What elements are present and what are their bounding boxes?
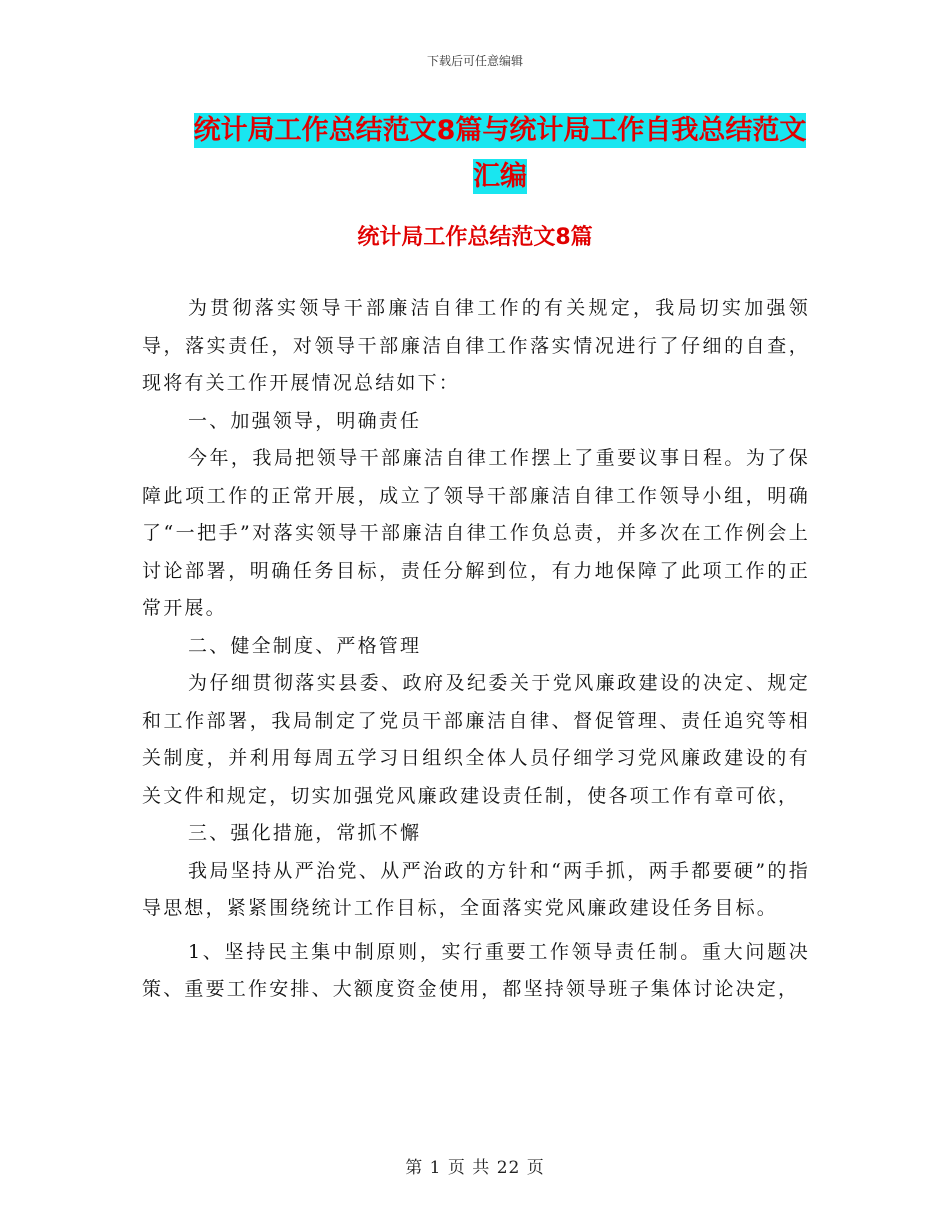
document-title-line2: 汇编: [473, 161, 527, 192]
paragraph-1: 今年，我局把领导干部廉洁自律工作摆上了重要议事日程。为了保障此项工作的正常开展，成立了领导干部廉洁自律工作领导小组，明确了“一把手”对落实领导干部廉洁自律工作负总责，并多次在工作例会上讨论部署，明确任务目标，责任分解到位，有力地保障了此项工作的正常开展。: [142, 447, 810, 619]
paragraph-4: 1、坚持民主集中制原则，实行重要工作领导责任制。重大问题决策、重要工作安排、大额度资金使用，都坚持领导班子集体讨论决定，: [142, 940, 810, 1000]
paragraph-2: 为仔细贯彻落实县委、政府及纪委关于党风廉政建设的决定、规定和工作部署，我局制定了党员干部廉洁自律、督促管理、责任追究等相关制度，并利用每周五学习日组织全体人员仔细学习党风廉政建设的有关文件和规定，切实加强党风廉政建设责任制，使各项工作有章可依，: [142, 672, 810, 807]
page-header-note: 下载后可任意编辑: [426, 54, 523, 68]
paragraph-3: 我局坚持从严治党、从严治政的方针和“两手抓，两手都要硬”的指导思想，紧紧围绕统计工作目标，全面落实党风廉政建设任务目标。: [142, 859, 810, 919]
heading-3: 三、强化措施，常抓不懈: [188, 822, 422, 844]
heading-1: 一、加强领导，明确责任: [188, 409, 422, 432]
page-footer: 第 1 页 共 22 页: [405, 1158, 545, 1178]
heading-2: 二、健全制度、严格管理: [188, 634, 422, 657]
document-title-line1: 统计局工作总结范文8篇与统计局工作自我总结范文: [193, 115, 807, 146]
paragraph-intro: 为贯彻落实领导干部廉洁自律工作的有关规定，我局切实加强领导，落实责任，对领导干部廉洁自律工作落实情况进行了仔细的自查，现将有关工作开展情况总结如下：: [142, 297, 810, 394]
document-title: [140, 108, 860, 200]
section-title: 统计局工作总结范文8篇: [357, 225, 593, 250]
document-body: [142, 290, 810, 1009]
